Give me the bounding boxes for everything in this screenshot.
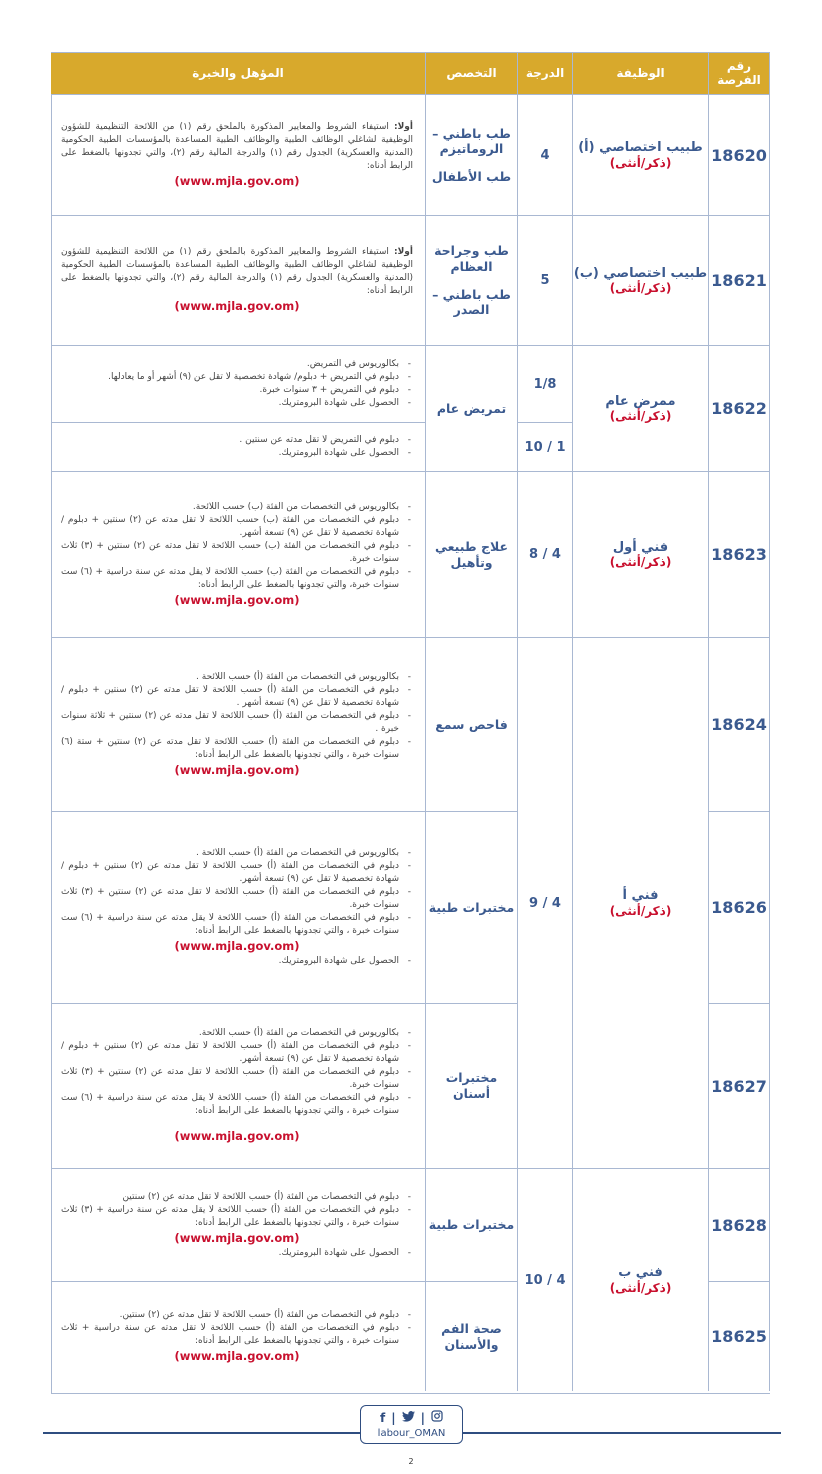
job-title: فني ب: [618, 1265, 663, 1281]
qual-item: - دبلوم في التخصصات من الفئة (أ) حسب اللائحة لا تقل مدته عن (٢) سنتين + ستة (٦) سنوات خبرة ، والتي تجدونها بالضغط على الرابط أدناه:: [61, 736, 399, 762]
qual-item: - دبلوم في التخصصات من الفئة (أ) حسب اللائحة لا تقل مدته عن (٢) سنتين + (٣) ثلاث سنوات خبرة.: [61, 1066, 399, 1092]
gender: (ذكر/أنثى): [609, 903, 672, 918]
qual-item: - الحصول على شهادة البرومتريك.: [61, 447, 399, 460]
mjla-link[interactable]: (www.mjla.gov.om): [174, 299, 300, 313]
qualification-cell: [51, 1168, 426, 1281]
qual-item: - دبلوم في التخصصات من الفئة (أ) حسب اللائحة لا يقل مدته عن سنة دراسية + (٦) ست سنوات خبرة ، والتي تجدونها بالضغط على الرابط أدناه:: [61, 912, 399, 938]
job-title-cell: [573, 471, 709, 637]
mjla-link[interactable]: (www.mjla.gov.om): [174, 173, 300, 188]
qual-item: - دبلوم في التخصصات من الفئة (أ) حسب اللائحة لا تقل مدته عن (٢) سنتين.: [61, 1309, 399, 1322]
specialty-cell: [426, 215, 518, 345]
mjla-link[interactable]: (www.mjla.gov.om): [174, 1348, 300, 1363]
qual-item: - دبلوم في التخصصات من الفئة (أ) حسب اللائحة لا تقل مدته عن (٢) سنتين: [61, 1191, 399, 1204]
qual-item: - دبلوم في التخصصات من الفئة (أ) حسب اللائحة لا تقل مدته عن (٢) سنتين + دبلوم / شهادة تخصصية لا تقل عن (٩) تسعة أشهر.: [61, 1040, 399, 1066]
qual-item: - دبلوم في التخصصات من الفئة (أ) حسب اللائحة لا تقل مدته عن (٢) سنتين + ثلاثة سنوات خبرة .: [61, 710, 399, 736]
qualification-cell: [51, 637, 426, 811]
specialty: طب باطني – الصدر: [432, 286, 511, 318]
social-handle: labour_OMAN: [377, 1428, 446, 1439]
job-title: طبيب اختصاصي (أ): [578, 140, 703, 156]
grade: 4 / 10: [518, 1168, 573, 1391]
gender: (ذكر/أنثى): [609, 1280, 672, 1295]
job-title-cell: [573, 637, 709, 1168]
grade: 4 / 8: [518, 471, 573, 637]
opportunity-no: 18621: [709, 215, 770, 345]
qualification-cell: [51, 94, 426, 215]
facebook-icon[interactable]: f: [379, 1410, 386, 1425]
page-number: 2: [408, 1457, 414, 1466]
opportunity-no: 18620: [709, 94, 770, 215]
job-title-cell: [573, 345, 709, 471]
qual-item: - الحصول على شهادة البرومتريك.: [61, 1247, 399, 1260]
opportunity-no: 18623: [709, 471, 770, 637]
mjla-link[interactable]: (www.mjla.gov.om): [174, 939, 300, 953]
separator: |: [420, 1410, 425, 1425]
qual-item: - دبلوم في التخصصات من الفئة (أ) حسب اللائحة لا تقل مدته عن (٢) سنتين + دبلوم /شهادة تخصصية لا تقل عن (٩) تسعة أشهر .: [61, 684, 399, 710]
qual-text: استيفاء الشروط والمعايير المذكورة بالملحق رقم (١) من اللائحة التنظيمية للشؤون الوظيفية لشاغلي الوظائف الطبية والوظائف الطبية المساعدة بالمؤسسات الطبية الحكومية (المدنية والعسكرية) الجدول رقم (١) والدرجة المالية رقم (٢)، والتي تجدونها بالضغط على الرابط أدناه:: [61, 121, 414, 171]
opportunity-no: 18628: [709, 1168, 770, 1281]
gender: (ذكر/أنثى): [609, 409, 672, 424]
specialty: طب باطني – الروماتيزم: [432, 125, 511, 157]
opportunity-no: 18626: [709, 811, 770, 1003]
qual-item: - بكالوريوس في التخصصات من الفئة (ب) حسب اللائحة.: [61, 501, 399, 514]
grade: 1 / 10: [518, 422, 573, 471]
qual-item: - دبلوم في التمريض + ٣ سنوات خبرة.: [61, 384, 399, 397]
qual-item: - دبلوم في التخصصات من الفئة (أ) حسب اللائحة لا يقل مدته عن سنة دراسية + (٣) ثلاث سنوات خبرة ، والتي تجدونها بالضغط على الرابط أدناه:: [61, 1204, 399, 1230]
specialty: طب وجراحة العظام: [434, 243, 509, 274]
job-title: فني أول: [612, 539, 669, 555]
qual-item: - دبلوم في التخصصات من الفئة (ب) حسب اللائحة لا تقل مدته عن (٢) سنتين + دبلوم / شهادة تخصصية لا تقل عن (٩) تسعة أشهر.: [61, 514, 399, 540]
qual-item: - بكالوريوس في التخصصات من الفئة (أ) حسب اللائحة.: [61, 1027, 399, 1040]
qual-item: - الحصول على شهادة البرومتريك.: [61, 397, 399, 410]
social-badge: [360, 1405, 463, 1444]
jobs-table: [51, 52, 770, 1394]
header-grade: الدرجة: [518, 52, 573, 94]
qual-item: - دبلوم في التخصصات من الفئة (أ) حسب اللائحة لا تقل مدته عن (٢) سنتين + دبلوم / شهادة تخصصية لا تقل عن (٩) تسعة أشهر.: [61, 860, 399, 886]
qualification-cell: [51, 215, 426, 345]
qualification-cell: [51, 1003, 426, 1168]
mjla-link[interactable]: (www.mjla.gov.om): [174, 1129, 300, 1143]
job-title: فني أ: [622, 888, 659, 904]
qualification-cell: [51, 345, 426, 422]
qual-item: - دبلوم في التخصصات من الفئة (أ) حسب اللائحة لا يقل مدته عن سنة دراسية + (٦) ست سنوات خبرة ، والتي تجدونها بالضغط على الرابط أدناه:: [61, 1092, 399, 1118]
qual-lead: أولا:: [394, 121, 413, 132]
job-title-cell: [573, 94, 709, 215]
qual-item: - دبلوم في التخصصات من الفئة (أ) حسب اللائحة لا تقل مدته عن سنة دراسية + ثلاث سنوات خبرة ، والتي تجدونها بالضغط على الرابط أدناه:: [61, 1322, 399, 1348]
specialty: مختبرات أسنان: [426, 1003, 518, 1168]
specialty: تمريض عام: [426, 345, 518, 471]
qual-item: - دبلوم في التمريض + دبلوم/ شهادة تخصصية لا تقل عن (٩) أشهر أو ما يعادلها.: [61, 371, 399, 384]
qual-item: - دبلوم في التخصصات من الفئة (ب) حسب اللائحة لا يقل مدته عن سنة دراسية + (٦) ست سنوات خبرة، والتي تجدونها بالضغط على الرابط أدناه:: [61, 566, 399, 592]
specialty: علاج طبيعي وتأهيل: [426, 471, 518, 637]
qualification-cell: [51, 471, 426, 637]
gender: (ذكر/أنثى): [609, 555, 672, 570]
separator: |: [391, 1410, 396, 1425]
qual-item: - دبلوم في التخصصات من الفئة (ب) حسب اللائحة لا تقل مدته عن (٢) سنتين + (٣) ثلاث سنوات خبرة.: [61, 540, 399, 566]
opportunity-no: 18624: [709, 637, 770, 811]
opportunity-no: 18625: [709, 1281, 770, 1391]
mjla-link[interactable]: (www.mjla.gov.om): [174, 592, 300, 607]
qual-item: - بكالوريوس في التخصصات من الفئة (أ) حسب اللائحة .: [61, 671, 399, 684]
specialty-cell: [426, 94, 518, 215]
qual-lead: أولا:: [394, 247, 413, 257]
header-no: رقم الفرصة: [709, 52, 770, 94]
grade: 4 / 9: [518, 637, 573, 1168]
grade: 4: [518, 94, 573, 215]
qual-item: - الحصول على شهادة البرومتريك.: [61, 955, 399, 968]
qual-item: - بكالوريوس في التخصصات من الفئة (أ) حسب اللائحة .: [61, 847, 399, 860]
mjla-link[interactable]: (www.mjla.gov.om): [174, 762, 300, 777]
qual-item: - دبلوم في التمريض لا تقل مدته عن سنتين .: [61, 434, 399, 447]
footer-rule-left: [43, 1432, 360, 1434]
qualification-cell: [51, 422, 426, 471]
job-title: ممرض عام: [605, 393, 676, 409]
header-job: الوظيفة: [573, 52, 709, 94]
job-title-cell: [573, 215, 709, 345]
header-spec: التخصص: [426, 52, 518, 94]
qualification-cell: [51, 1281, 426, 1391]
header-qual: المؤهل والخبرة: [51, 52, 426, 94]
qual-item: - بكالوريوس في التمريض.: [61, 358, 399, 371]
specialty: صحة الفم والأسنان: [426, 1281, 518, 1391]
gender: (ذكر/أنثى): [609, 281, 672, 296]
mjla-link[interactable]: (www.mjla.gov.om): [174, 1230, 300, 1245]
specialty: مختبرات طبية: [426, 811, 518, 1003]
grade: 1/8: [518, 345, 573, 422]
opportunity-no: 18622: [709, 345, 770, 471]
twitter-icon[interactable]: [402, 1411, 415, 1425]
grade: 5: [518, 215, 573, 345]
qual-item: - دبلوم في التخصصات من الفئة (أ) حسب اللائحة لا تقل مدته عن (٢) سنتين + (٣) ثلاث سنوات خبرة.: [61, 886, 399, 912]
job-title: طبيب اختصاصي (ب): [573, 265, 708, 281]
specialty: فاحص سمع: [426, 637, 518, 811]
gender: (ذكر/أنثى): [609, 155, 672, 170]
instagram-icon[interactable]: [431, 1410, 443, 1425]
qualification-cell: [51, 811, 426, 1003]
footer-rule-right: [463, 1432, 781, 1434]
specialty: مختبرات طبية: [426, 1168, 518, 1281]
opportunity-no: 18627: [709, 1003, 770, 1168]
qual-text: استيفاء الشروط والمعايير المذكورة بالملحق رقم (١) من اللائحة التنظيمية للشؤون الوظيفية لشاغلي الوظائف الطبية والوظائف الطبية المساعدة بالمؤسسات الطبية الحكومية (المدنية والعسكرية) الجدول رقم (١) والدرجة المالية رقم (٢)، والتي تجدونها بالضغط على الرابط أدناه:: [61, 247, 414, 296]
job-title-cell: [573, 1168, 709, 1391]
specialty: طب الأطفال: [431, 168, 512, 184]
